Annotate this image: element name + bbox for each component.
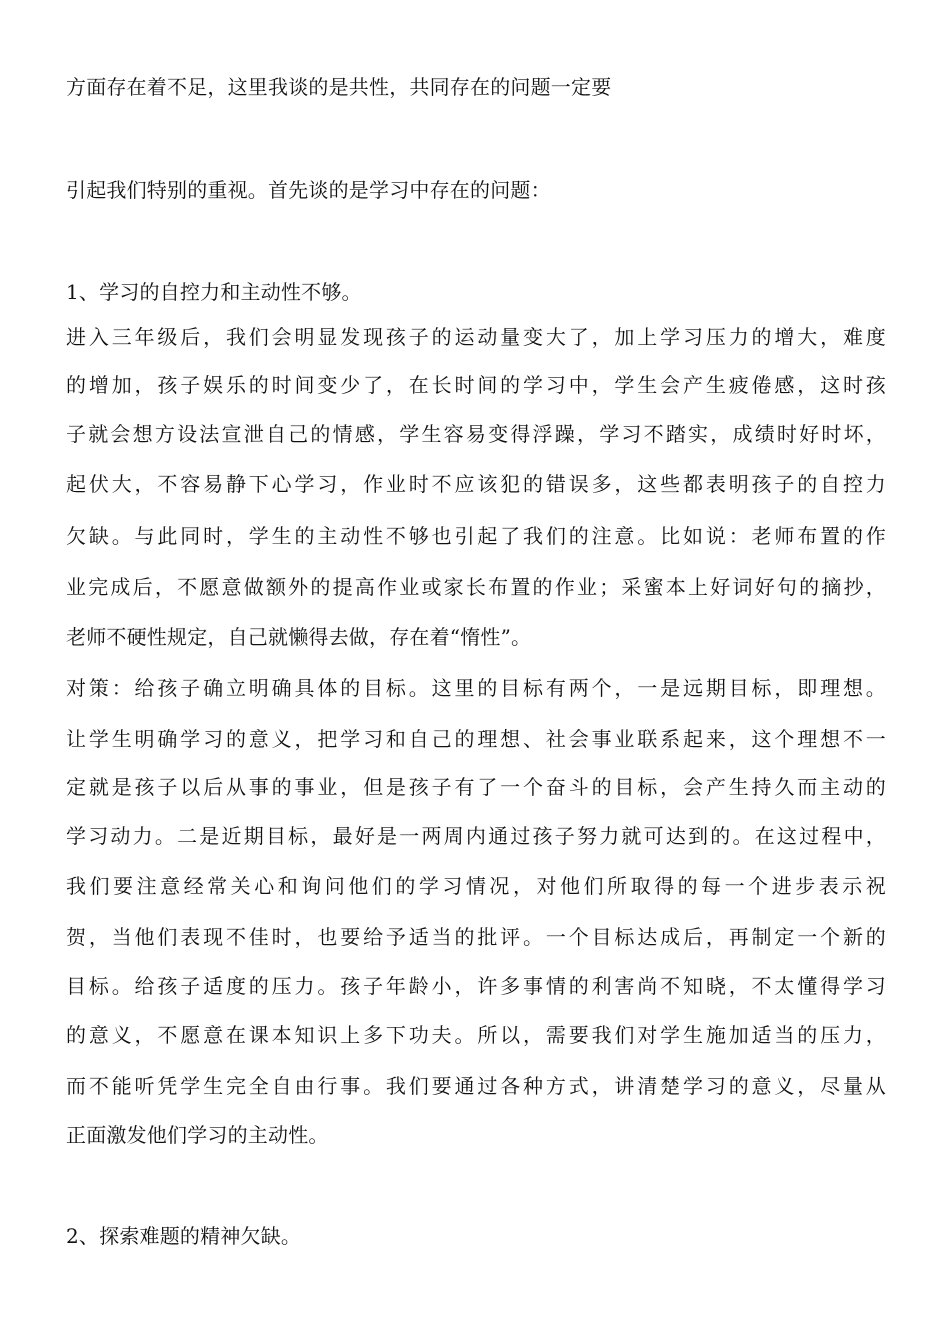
text-line: 的意义，不愿意在课本知识上多下功夫。所以，需要我们对学生施加适当的压力， (66, 1023, 886, 1047)
text-line: 学习动力。二是近期目标，最好是一两周内通过孩子努力就可达到的。在这过程中， (66, 824, 886, 848)
text-line: 引起我们特别的重视。首先谈的是学习中存在的问题： (66, 178, 551, 202)
text-line: 让学生明确学习的意义，把学习和自己的理想、社会事业联系起来，这个理想不一 (66, 727, 886, 751)
text-line: 我们要注意经常关心和询问他们的学习情况，对他们所取得的每一个进步表示祝 (66, 874, 886, 898)
text-line: 进入三年级后，我们会明显发现孩子的运动量变大了，加上学习压力的增大，难度 (66, 325, 886, 349)
text-line: 方面存在着不足，这里我谈的是共性，共同存在的问题一定要 (66, 75, 612, 99)
text-line: 欠缺。与此同时，学生的主动性不够也引起了我们的注意。比如说：老师布置的作 (66, 524, 886, 548)
text-line: 定就是孩子以后从事的事业，但是孩子有了一个奋斗的目标，会产生持久而主动的 (66, 775, 886, 799)
text-line: 起伏大，不容易静下心学习，作业时不应该犯的错误多，这些都表明孩子的自控力 (66, 472, 886, 496)
text-line: 对策：给孩子确立明确具体的目标。这里的目标有两个，一是远期目标，即理想。 (66, 676, 886, 700)
section-heading: 1、学习的自控力和主动性不够。 (66, 280, 362, 304)
text-line: 老师不硬性规定，自己就懒得去做，存在着“惰性”。 (66, 625, 532, 649)
text-line: 业完成后，不愿意做额外的提高作业或家长布置的作业；采蜜本上好词好句的摘抄， (66, 575, 886, 599)
text-line: 子就会想方设法宣泄自己的情感，学生容易变得浮躁，学习不踏实，成绩时好时坏， (66, 422, 886, 446)
text-line: 贺，当他们表现不佳时，也要给予适当的批评。一个目标达成后，再制定一个新的 (66, 925, 886, 949)
text-line: 的增加，孩子娱乐的时间变少了，在长时间的学习中，学生会产生疲倦感，这时孩 (66, 373, 886, 397)
text-line: 目标。给孩子适度的压力。孩子年龄小，许多事情的利害尚不知晓，不太懂得学习 (66, 974, 886, 998)
section-heading: 2、探索难题的精神欠缺。 (66, 1224, 302, 1248)
text-line: 正面激发他们学习的主动性。 (66, 1123, 329, 1147)
text-line: 而不能听凭学生完全自由行事。我们要通过各种方式，讲清楚学习的意义，尽量从 (66, 1074, 886, 1098)
